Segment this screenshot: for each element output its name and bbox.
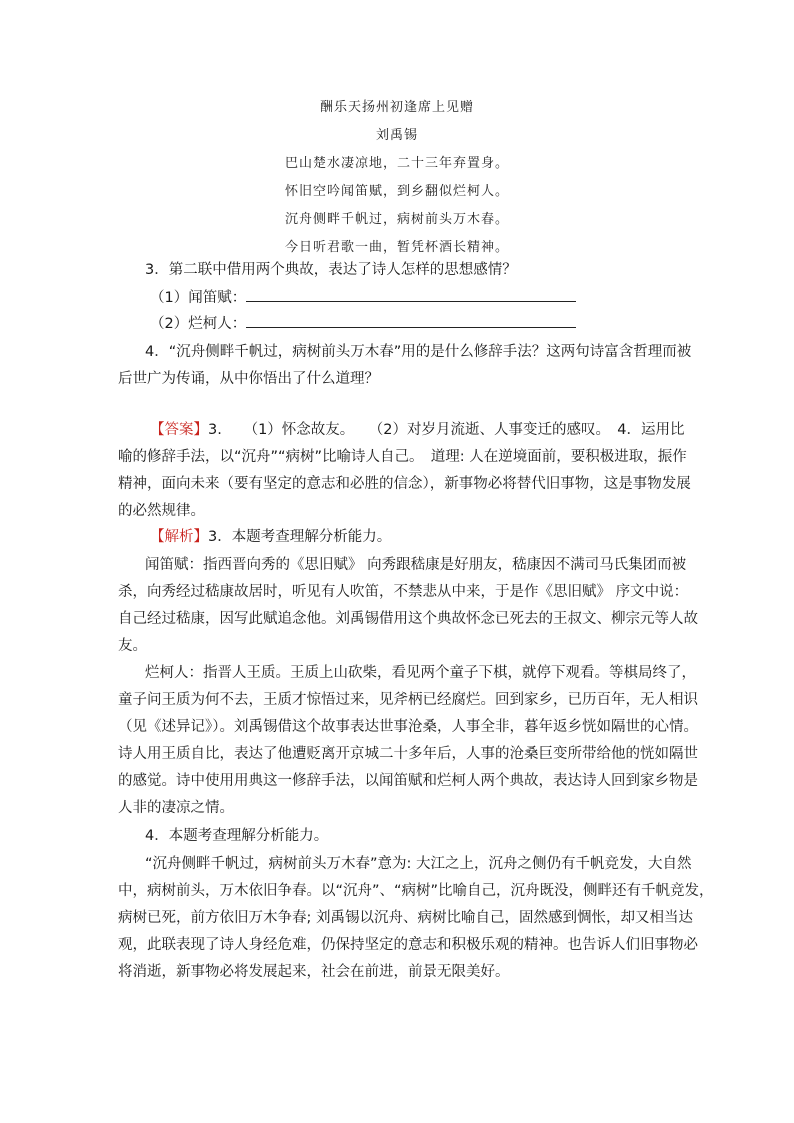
question-3-1 <box>150 289 576 307</box>
answer-blank-2[interactable] <box>246 315 576 328</box>
analysis-label: 【解析】 <box>150 529 208 545</box>
poem-line-1: 巴山楚水凄凉地，二十三年弃置身。 <box>284 156 509 171</box>
analysis-line-0 <box>150 528 391 546</box>
poem-line-4: 今日听君歌一曲，暂凭杯酒长精神。 <box>284 240 509 255</box>
analysis-p4-line-4: 观，此联表现了诗人身经危难，仍保持坚定的意志和积极乐观的精神。也告诉人们旧事物必 <box>118 937 698 953</box>
answer-text-1: 3. （1）怀念故友。 （2）对岁月流逝、人事变迁的感叹。 4．运用比 <box>208 422 685 438</box>
question-3: 3．第二联中借用两个典故，表达了诗人怎样的思想感情？ <box>145 262 517 278</box>
analysis-p2-line-6: 人非的凄凉之情。 <box>118 800 234 816</box>
analysis-p4-line-3: 病树已死，前方依旧万木争春; 刘禹锡以沉舟、病树比喻自己，固然感到惆怅，却又相当达 <box>118 910 693 926</box>
poem-line-3: 沉舟侧畔千帆过，病树前头万木春。 <box>284 212 509 227</box>
analysis-p2-line-5: 的感觉。诗中使用用典这一修辞手法，以闻笛赋和烂柯人两个典故，表达诗人回到家乡物是 <box>118 773 698 789</box>
poem-line-2: 怀旧空吟闻笛赋，到乡翻似烂柯人。 <box>284 184 509 199</box>
question-4-line-2: 后世广为传诵，从中你悟出了什么道理？ <box>118 371 379 387</box>
analysis-q4-intro: 4．本题考查理解分析能力。 <box>145 828 329 844</box>
question-3-2 <box>150 315 576 333</box>
question-4-line-1: 4．“沉舟侧畔千帆过，病树前头万木春”用的是什么修辞手法？这两句诗富含哲理而被 <box>145 344 692 360</box>
poem-author: 刘禹锡 <box>375 128 418 143</box>
answer-label: 【答案】 <box>150 422 208 438</box>
analysis-p1-line-2: 杀，向秀经过嵇康故居时，听见有人吹笛，不禁悲从中来，于是作《思旧赋》 序文中说： <box>118 584 689 600</box>
analysis-p2-line-4: 诗人用王质自比，表达了他遭贬离开京城二十多年后，人事的沧桑巨变所带给他的恍如隔世 <box>118 746 698 762</box>
analysis-p4-line-5: 将消逝，新事物必将发展起来，社会在前进，前景无限美好。 <box>118 964 510 980</box>
question-3-2-label: （2）烂柯人： <box>150 316 247 332</box>
analysis-p4-line-1: “沉舟侧畔千帆过，病树前头万木春”意为: 大江之上，沉舟之侧仍有千帆竞发，大自然 <box>145 856 692 872</box>
analysis-intro: 3．本题考查理解分析能力。 <box>208 529 392 545</box>
poem-title: 酬乐天扬州初逢席上见赠 <box>319 100 474 115</box>
analysis-p2-line-1: 烂柯人：指晋人王质。王质上山砍柴，看见两个童子下棋，就停下观看。等棋局终了， <box>145 665 696 681</box>
analysis-p2-line-3: （见《述异记》）。刘禹锡借这个故事表达世事沧桑，人事全非，暮年返乡恍如隔世的心情。 <box>118 719 698 735</box>
analysis-p1-line-1: 闻笛赋：指西晋向秀的《思旧赋》 向秀跟嵇康是好朋友，嵇康因不满司马氏集团而被 <box>145 557 687 573</box>
answer-line-3: 精神，面向未来（要有坚定的意志和必胜的信念），新事物必将替代旧事物，这是事物发展 <box>118 476 691 492</box>
analysis-p1-line-3: 自己经过嵇康，因写此赋追念他。刘禹锡借用这个典故怀念已死去的王叔文、柳宗元等人故 <box>118 611 698 627</box>
answer-line-4: 的必然规律。 <box>118 503 205 519</box>
answer-line-2: 喻的修辞手法，以“沉舟”“病树”比喻诗人自己。 道理: 人在逆境面前，要积极进取，振作 <box>118 449 687 465</box>
answer-blank-1[interactable] <box>246 289 576 302</box>
analysis-p4-line-2: 中，病树前头，万木依旧争春。以“沉舟”、“病树”比喻自己，沉舟既没，侧畔还有千帆竞发， <box>118 883 714 899</box>
analysis-p2-line-2: 童子问王质为何不去，王质才惊悟过来，见斧柄已经腐烂。回到家乡，已历百年，无人相识 <box>118 692 698 708</box>
question-3-1-label: （1）闻笛赋： <box>150 290 247 306</box>
answer-line-1 <box>150 421 685 439</box>
analysis-p1-line-4: 友。 <box>118 638 147 654</box>
